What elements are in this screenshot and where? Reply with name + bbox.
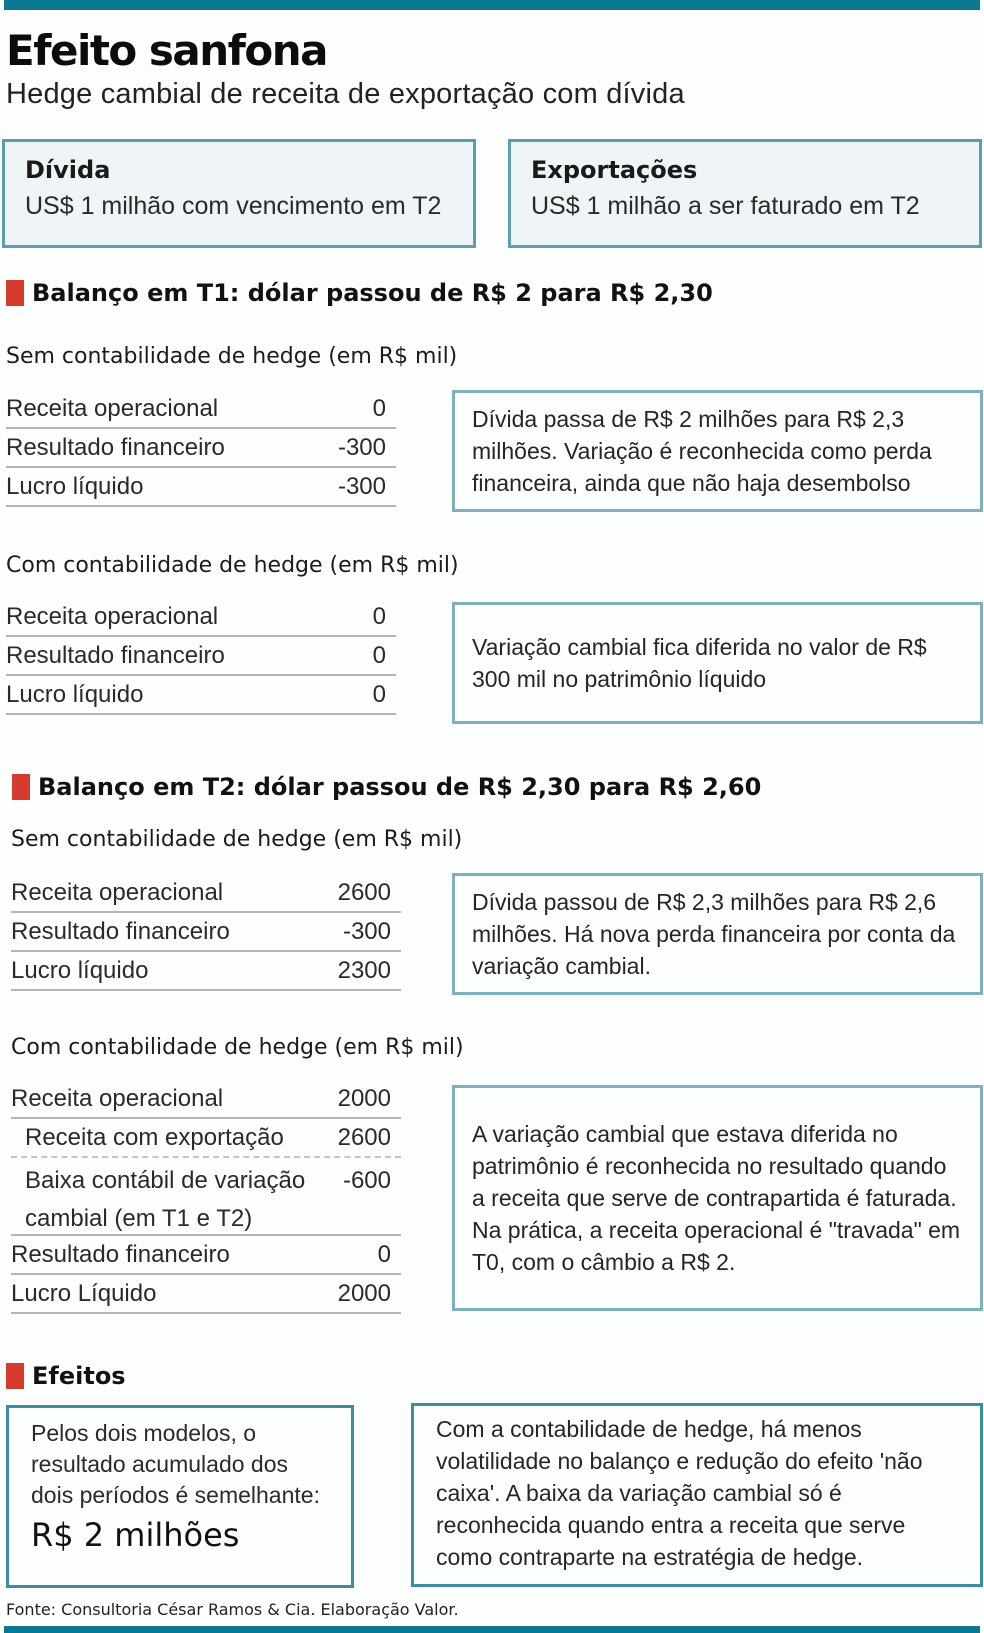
row-label: Receita operacional (6, 394, 219, 422)
table-row-sub (11, 1119, 401, 1158)
row-value: 2000 (337, 1279, 391, 1307)
info-box-divida (2, 139, 476, 248)
section-heading-efeitos (6, 1362, 126, 1390)
row-value: 2000 (337, 1084, 391, 1112)
row-value: 0 (377, 1240, 391, 1268)
effects-summary-text: Pelos dois modelos, o resultado acumulado dos dois períodos é semelhante: (31, 1420, 320, 1508)
subheading-t1-sem-hedge: Sem contabilidade de hedge (em R$ mil) (6, 344, 458, 369)
section-heading-text: Balanço em T2: dólar passou de R$ 2,30 para R$ 2,60 (38, 773, 762, 801)
table-row (6, 468, 396, 507)
section-heading-text: Efeitos (32, 1362, 126, 1390)
table-t1-sem-hedge (6, 390, 396, 507)
info-box-heading: Exportações (531, 156, 698, 184)
row-value: 0 (372, 680, 386, 708)
top-accent-bar (4, 0, 980, 10)
table-t1-com-hedge (6, 598, 396, 715)
table-t2-sem-hedge (11, 874, 401, 991)
row-label: Resultado financeiro (6, 641, 225, 669)
page-title: Efeito sanfona (6, 26, 328, 75)
section-marker-icon (6, 1363, 24, 1389)
table-row (6, 429, 396, 468)
subheading-t1-com-hedge: Com contabilidade de hedge (em R$ mil) (6, 553, 459, 578)
table-row (11, 1236, 401, 1275)
row-value: -300 (337, 433, 386, 461)
row-value: 0 (372, 641, 386, 669)
section-heading-t1 (6, 279, 713, 307)
table-row (6, 676, 396, 715)
note-t2-com-hedge: A variação cambial que estava diferida no patrimônio é reconhecida no resultado quando a receita que serve de contrapartida é faturada. Na prática, a receita operacional é "travada" em T0, com o câmbio a R$ 2. (452, 1085, 983, 1311)
row-label: Receita com exportação (25, 1123, 284, 1151)
table-row (11, 952, 401, 991)
note-t1-com-hedge: Variação cambial fica diferida no valor de R$ 300 mil no patrimônio líquido (452, 602, 983, 724)
table-row (6, 390, 396, 429)
row-value: -300 (337, 472, 386, 500)
effects-detail-box (411, 1403, 983, 1587)
info-box-text: US$ 1 milhão a ser faturado em T2 (531, 192, 920, 220)
page-subtitle: Hedge cambial de receita de exportação com dívida (6, 78, 685, 110)
effects-summary-highlight: R$ 2 milhões (31, 1516, 240, 1554)
section-heading-text: Balanço em T1: dólar passou de R$ 2 para R$ 2,30 (32, 279, 713, 307)
row-label: Receita operacional (6, 602, 219, 630)
row-value: -300 (342, 917, 391, 945)
subheading-t2-com-hedge: Com contabilidade de hedge (em R$ mil) (11, 1035, 464, 1060)
info-box-exportacoes (508, 139, 982, 248)
table-row (6, 637, 396, 676)
table-row (11, 1275, 401, 1314)
row-value: 0 (372, 602, 386, 630)
row-value: 2600 (337, 878, 391, 906)
section-heading-t2 (12, 773, 761, 801)
bottom-accent-bar (4, 1626, 980, 1633)
row-label: Receita operacional (11, 1084, 224, 1112)
row-label: Resultado financeiro (6, 433, 225, 461)
row-value: 0 (372, 394, 386, 422)
section-marker-icon (12, 774, 30, 800)
row-label: Resultado financeiro (11, 917, 230, 945)
row-label: Lucro líquido (6, 680, 144, 708)
info-box-heading: Dívida (25, 156, 111, 184)
table-row (11, 913, 401, 952)
row-label: Lucro Líquido (11, 1279, 157, 1307)
row-label: Lucro líquido (6, 472, 144, 500)
row-value: 2300 (337, 956, 391, 984)
row-value: 2600 (337, 1123, 391, 1151)
section-marker-icon (6, 280, 24, 306)
row-value: -600 (342, 1167, 391, 1194)
table-row-sub (11, 1158, 401, 1236)
effects-detail-text: Com a contabilidade de hedge, há menos volatilidade no balanço e redução do efeito 'não caixa'. A baixa da variação cambial só é reconhecida quando entra a receita que serve como contraparte na estratégia de hedge. (436, 1416, 923, 1570)
subheading-t2-sem-hedge: Sem contabilidade de hedge (em R$ mil) (11, 827, 463, 852)
table-row (11, 874, 401, 913)
row-label: Receita operacional (11, 878, 224, 906)
table-t2-com-hedge (11, 1080, 401, 1314)
note-t1-sem-hedge: Dívida passa de R$ 2 milhões para R$ 2,3 milhões. Variação é reconhecida como perda financeira, ainda que não haja desembolso (452, 390, 983, 512)
row-label: Baixa contábil de variação cambial (em T1 e T2) (25, 1167, 306, 1232)
row-label: Resultado financeiro (11, 1240, 230, 1268)
row-label: Lucro líquido (11, 956, 149, 984)
effects-summary-box (6, 1405, 354, 1588)
table-row (6, 598, 396, 637)
source-credit: Fonte: Consultoria César Ramos & Cia. Elaboração Valor. (6, 1600, 459, 1619)
table-row (11, 1080, 401, 1119)
note-t2-sem-hedge: Dívida passou de R$ 2,3 milhões para R$ 2,6 milhões. Há nova perda financeira por conta da variação cambial. (452, 873, 983, 995)
info-box-text: US$ 1 milhão com vencimento em T2 (25, 192, 442, 220)
